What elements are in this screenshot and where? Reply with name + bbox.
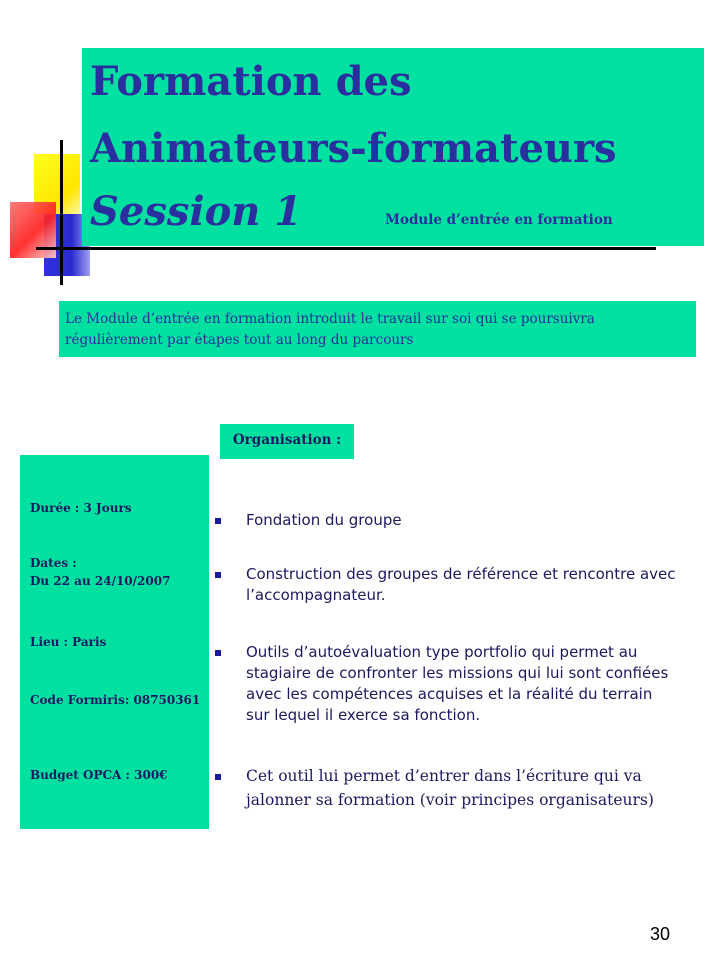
- info-duree: Durée : 3 Jours: [30, 501, 132, 515]
- organisation-label: Organisation :: [232, 432, 342, 448]
- title-subtitle: Module d’entrée en formation: [385, 212, 613, 228]
- title-line-1: Formation des: [90, 58, 412, 105]
- bullet-marker: [215, 774, 221, 780]
- bullet-item-4: Cet outil lui permet d’entrer dans l’écriture qui va jalonner sa formation (voir principes organisateurs): [246, 767, 654, 809]
- page-number: 30: [650, 924, 671, 944]
- info-budget: Budget OPCA : 300€: [30, 768, 168, 782]
- bullet-item-2: Construction des groupes de référence et rencontre avec l’accompagnateur.: [246, 565, 676, 604]
- bullet-marker: [215, 650, 221, 656]
- info-dates-value: Du 22 au 24/10/2007: [30, 574, 171, 588]
- bullet-marker: [215, 572, 221, 578]
- info-panel: [20, 455, 209, 829]
- bullet-marker: [215, 518, 221, 524]
- info-dates-label: Dates :: [30, 556, 77, 570]
- intro-text: Le Module d’entrée en formation introduit le travail sur soi qui se poursuivra régulièrement par étapes tout au long du parcours: [65, 311, 595, 348]
- bullet-item-1: Fondation du groupe: [246, 511, 402, 529]
- decor-horizontal-line: [36, 247, 656, 250]
- organisation-label-box: [220, 424, 354, 459]
- info-code: Code Formiris: 08750361: [30, 693, 201, 707]
- decor-vertical-line: [60, 140, 63, 285]
- intro-box: [59, 301, 696, 357]
- bullet-item-3: Outils d’autoévaluation type portfolio qui permet au stagiaire de confronter les missions qui lui sont confiées avec les compétences acquises et la réalité du terrain sur lequel il exerce sa fonction.: [246, 643, 669, 724]
- title-line-2: Animateurs-formateurs: [90, 125, 617, 172]
- title-block: [82, 48, 704, 246]
- info-lieu: Lieu : Paris: [30, 635, 107, 649]
- title-session: Session 1: [90, 188, 303, 235]
